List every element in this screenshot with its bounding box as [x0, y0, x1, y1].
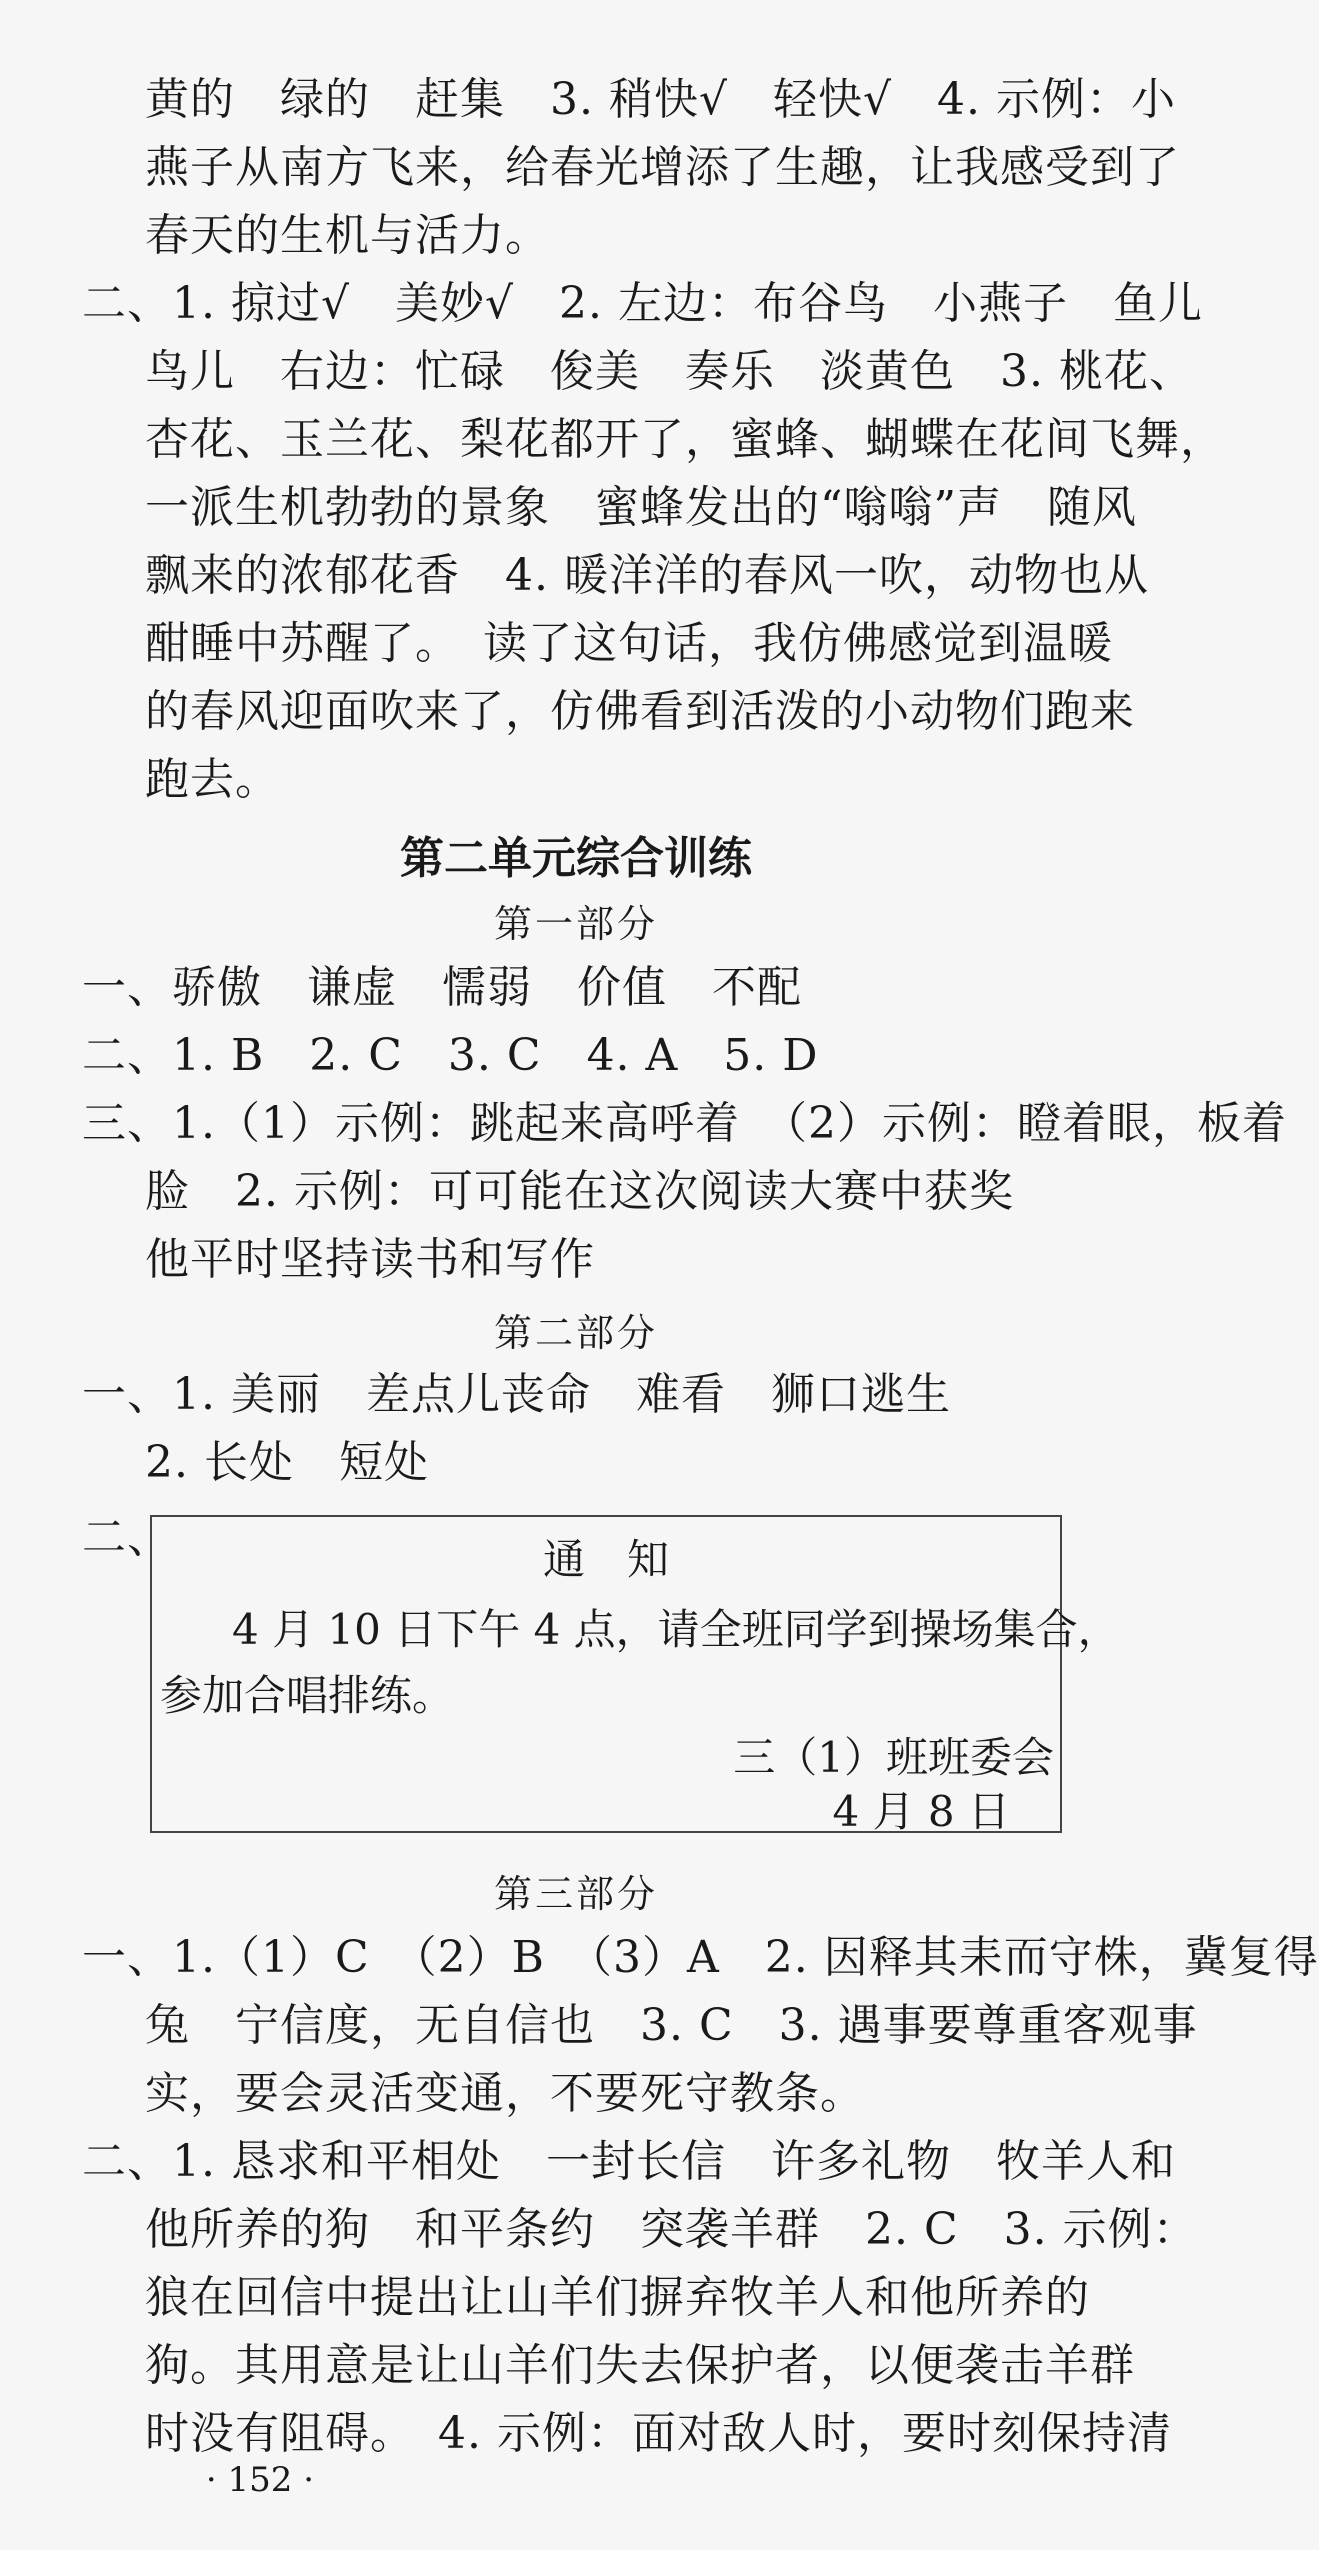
answer-line: 的春风迎面吹来了，仿佛看到活泼的小动物们跑来	[145, 686, 1135, 737]
answer-line: 三、1.（1）示例：跳起来高呼着 （2）示例：瞪着眼，板着	[82, 1098, 1287, 1149]
answer-line: 脸 2. 示例：可可能在这次阅读大赛中获奖	[145, 1166, 1014, 1217]
answer-line: 一、1. 美丽 差点儿丧命 难看 狮口逃生	[82, 1369, 951, 1420]
part-heading: 第一部分	[493, 902, 658, 946]
page-number: · 152 ·	[205, 2460, 315, 2500]
answer-line: 一、1.（1）C （2）B （3）A 2. 因释其耒而守株，冀复得	[82, 1932, 1319, 1983]
answer-line: 酣睡中苏醒了。 读了这句话，我仿佛感觉到温暖	[145, 618, 1113, 669]
answer-line: 二、	[82, 1512, 172, 1563]
answer-line: 杏花、玉兰花、梨花都开了，蜜蜂、蝴蝶在花间飞舞，	[145, 414, 1225, 465]
answer-line: 狗。其用意是让山羊们失去保护者，以便袭击羊群	[145, 2340, 1135, 2391]
answer-line: 春天的生机与活力。	[145, 210, 550, 261]
notice-date: 4 月 8 日	[832, 1787, 1010, 1836]
answer-line: 二、1. 掠过√ 美妙√ 2. 左边：布谷鸟 小燕子 鱼儿	[82, 278, 1204, 329]
answer-line: 鸟儿 右边：忙碌 俊美 奏乐 淡黄色 3. 桃花、	[145, 346, 1194, 397]
notice-body-line: 参加合唱排练。	[160, 1671, 455, 1720]
notice-body-line: 4 月 10 日下午 4 点，请全班同学到操场集合，	[232, 1605, 1120, 1654]
answer-line: 狼在回信中提出让山羊们摒弃牧羊人和他所养的	[145, 2272, 1090, 2323]
unit-title: 第二单元综合训练	[400, 833, 752, 884]
part-heading: 第三部分	[493, 1872, 658, 1916]
answer-line: 跑去。	[145, 754, 280, 805]
answer-line: 时没有阻碍。 4. 示例：面对敌人时，要时刻保持清	[145, 2408, 1172, 2459]
part-heading: 第二部分	[493, 1311, 658, 1355]
notice-box	[150, 1515, 1120, 1836]
answer-line: 燕子从南方飞来，给春光增添了生趣，让我感受到了	[145, 142, 1180, 193]
answer-line: 黄的 绿的 赶集 3. 稍快√ 轻快√ 4. 示例：小	[145, 74, 1177, 125]
answer-line: 二、1. 恳求和平相处 一封长信 许多礼物 牧羊人和	[82, 2136, 1176, 2187]
answer-line: 飘来的浓郁花香 4. 暖洋洋的春风一吹，动物也从	[145, 550, 1149, 601]
answer-line: 二、1. B 2. C 3. C 4. A 5. D	[82, 1030, 819, 1081]
answer-line: 实，要会灵活变通，不要死守教条。	[145, 2068, 865, 2119]
answer-line: 兔 宁信度，无自信也 3. C 3. 遇事要尊重客观事	[145, 2000, 1198, 2051]
notice-title: 通 知	[542, 1535, 669, 1584]
answer-line: 他平时坚持读书和写作	[145, 1234, 595, 1285]
answer-line: 一、骄傲 谦虚 懦弱 价值 不配	[82, 962, 802, 1013]
answer-line: 一派生机勃勃的景象 蜜蜂发出的“嗡嗡”声 随风	[145, 482, 1137, 533]
answer-line: 他所养的狗 和平条约 突袭羊群 2. C 3. 示例：	[145, 2204, 1198, 2255]
notice-signer: 三（1）班班委会	[733, 1733, 1054, 1782]
answer-line: 2. 长处 短处	[145, 1437, 429, 1488]
